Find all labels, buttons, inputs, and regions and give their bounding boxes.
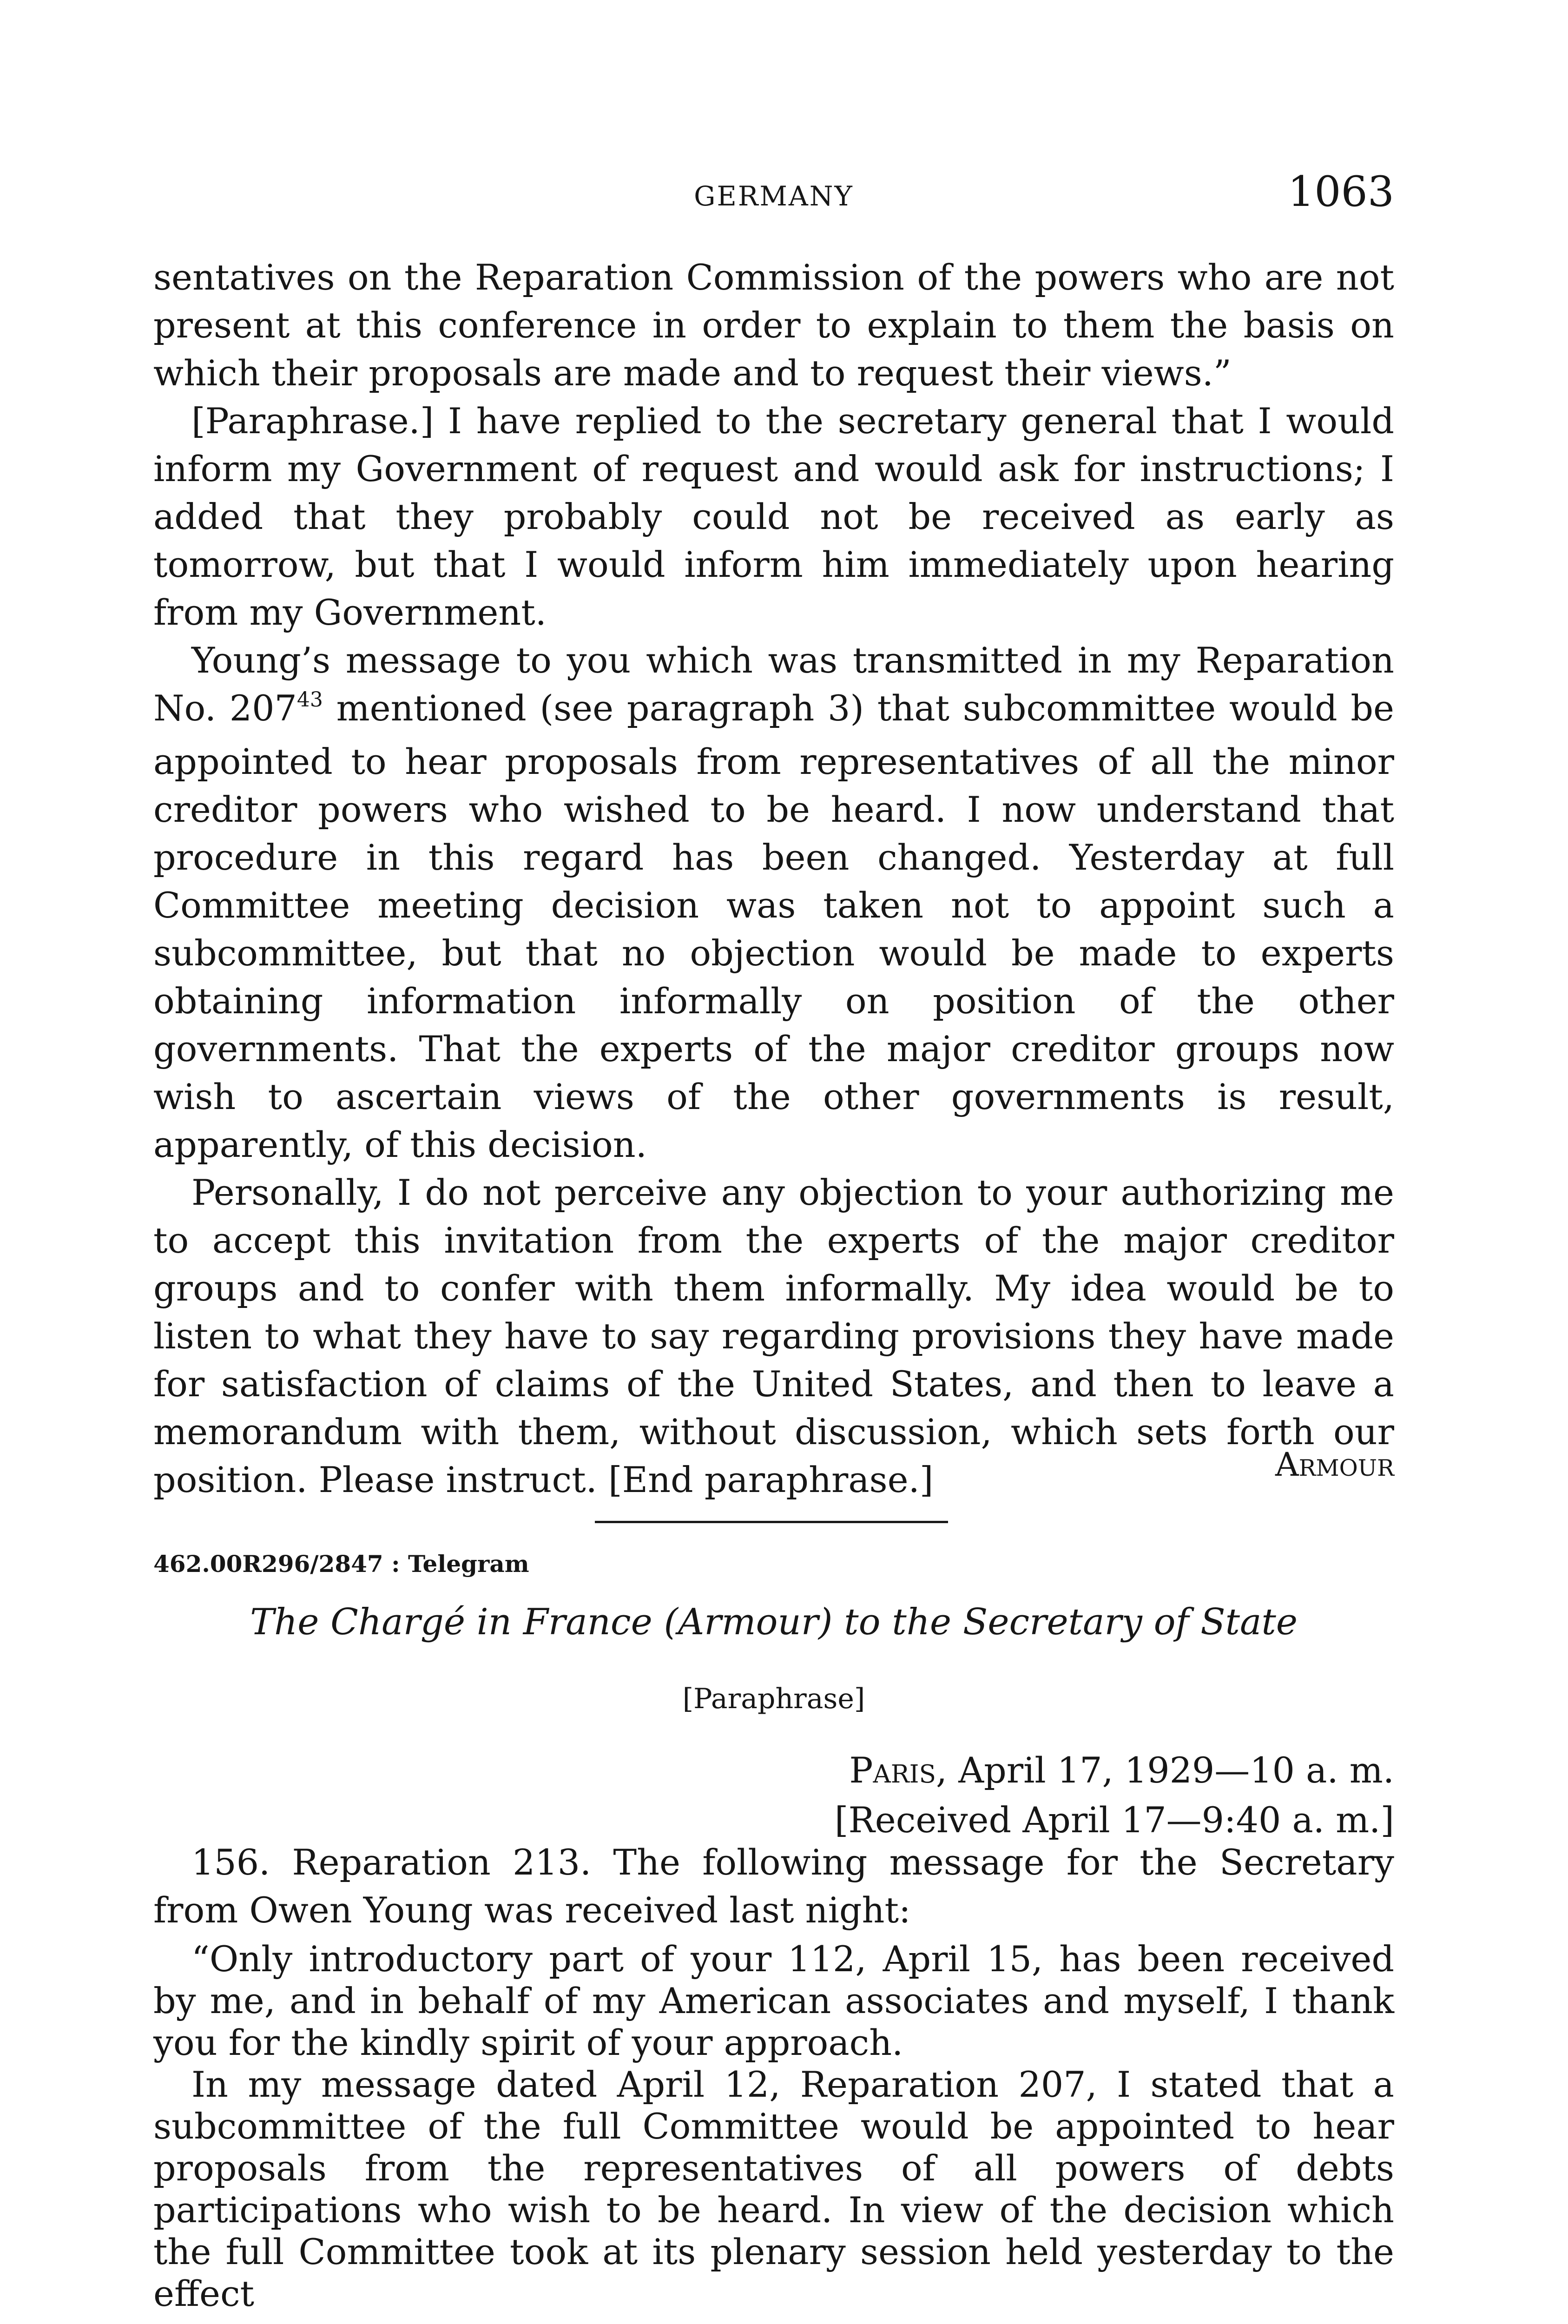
quote-paragraph-1: “Only introductory part of your 112, April 15, has been received by me, and in behalf of my American associates and myself, I thank you for the kindly spirit of your approach. [153, 1938, 1394, 2063]
received-line: [Received April 17—9:40 a. m.] [834, 1799, 1394, 1841]
section-divider [595, 1521, 948, 1523]
page-header [153, 167, 1394, 218]
paraphrase-label: [Paraphrase] [682, 1683, 865, 1715]
paragraph-personally: Personally, I do not perceive any objection to your authorizing me to accept this invitation from the experts of the major creditor groups and to confer with them informally. My idea would be to listen to what they have to say regarding provisions they have made for satisfaction of claims of the United States, and then to leave a memorandum with them, without discussion, which sets forth our position. Please instruct. [End paraphrase.] [153, 1172, 1394, 1500]
paragraph-text-start: Young’s message to you which was transmitted in my Reparation No. 207 [153, 640, 1394, 729]
sent-line [835, 1745, 1394, 1795]
signature: Armour [1275, 1446, 1394, 1484]
telegram-intro [153, 1838, 1394, 1934]
paragraph-intro: 156. Reparation 213. The following message for the Secretary from Owen Young was received last night: [153, 1842, 1394, 1931]
place: Paris, [849, 1750, 948, 1791]
file-reference: 462.00R296/2847 : Telegram [153, 1550, 529, 1578]
paragraph-young-message [153, 636, 1394, 1169]
sent-date: April 17, 1929—10 a. m. [947, 1750, 1394, 1791]
quoted-message [153, 1938, 1394, 2315]
document-title: The Chargé in France (Armour) to the Secretary of State [250, 1601, 1298, 1643]
footnote-reference[interactable]: 43 [296, 688, 323, 712]
running-head: GERMANY [694, 180, 854, 212]
paragraph-text-rest: mentioned (see paragraph 3) that subcommittee would be appointed to hear proposals from representatives of all the minor creditor powers who wished to be heard. I now understand that procedure in this regard has been changed. Yesterday at full Committee meeting decision was taken not to appoint such a subcommittee, but that no objection would be made to experts obtaining information informally on position of the other governments. That the experts of the major creditor groups now wish to ascertain views of the other governments is result, apparently, of this decision. [153, 687, 1395, 1165]
letter-body [153, 253, 1394, 1504]
dateline [835, 1745, 1394, 1845]
quote-paragraph-2: In my message dated April 12, Reparation 207, I stated that a subcommittee of the full Committee would be appointed to hear proposals from the representatives of all powers of debts participations who wish to be heard. In view of the decision which the full Committee took at its plenary session held yesterday to the effect [153, 2064, 1394, 2314]
page-number: 1063 [1287, 167, 1394, 216]
paragraph-paraphrase: [Paraphrase.] I have replied to the secretary general that I would inform my Government of request and would ask for instructions; I added that they probably could not be received as early as tomorrow, but that I would inform him immediately upon hearing from my Government. [153, 400, 1394, 633]
paragraph-continuation: sentatives on the Reparation Commission of the powers who are not present at this conference in order to explain to them the basis on which their proposals are made and to request their views.” [153, 257, 1394, 394]
